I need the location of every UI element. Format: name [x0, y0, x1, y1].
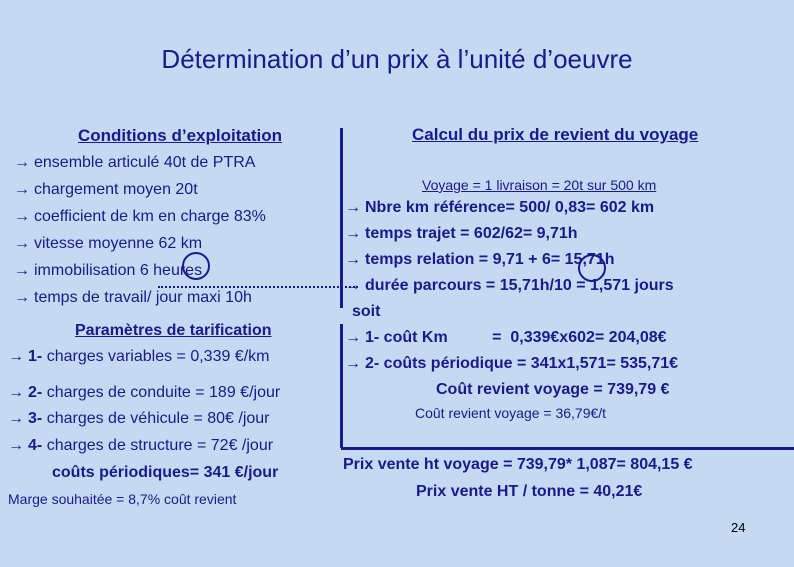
calc-line: soit	[352, 303, 381, 320]
list-item: → vitesse moyenne 62 km	[14, 235, 203, 252]
sale-price-ht: Prix vente ht voyage = 739,79* 1,087= 804,15 €	[343, 456, 693, 473]
cost-total: Coût revient voyage = 739,79 €	[436, 381, 670, 398]
calc-line: → durée parcours = 15,71h/10 = 1,571 jours	[345, 277, 674, 294]
list-item: → immobilisation 6 heures	[14, 262, 203, 279]
arrow-icon: →	[14, 154, 30, 171]
calc-line: → Nbre km référence= 500/ 0,83= 602 km	[345, 199, 655, 216]
calc-line: → temps relation = 9,71 + 6= 15,71h	[345, 251, 615, 268]
divider-vertical-top	[340, 128, 343, 308]
arrow-icon: →	[345, 199, 361, 216]
arrow-icon: →	[14, 289, 30, 306]
list-item: → chargement moyen 20t	[14, 181, 198, 198]
list-item: → temps de travail/ jour maxi 10h	[14, 289, 252, 306]
arrow-icon: →	[345, 277, 361, 294]
calc-line: → temps trajet = 602/62= 9,71h	[345, 225, 578, 242]
arrow-icon: →	[8, 410, 24, 427]
dotted-connector	[158, 286, 358, 288]
arrow-icon: →	[345, 225, 361, 242]
margin-note: Marge souhaitée = 8,7% coût revient	[8, 491, 237, 507]
voyage-definition: Voyage = 1 livraison = 20t sur 500 km	[422, 177, 657, 193]
calc-line: → 2- coûts périodique = 341x1,571= 535,71€	[345, 355, 679, 372]
charge-item: → 2- charges de conduite = 189 €/jour	[8, 384, 281, 401]
arrow-icon: →	[8, 437, 24, 454]
arrow-icon: →	[8, 384, 24, 401]
calc-heading: Calcul du prix de revient du voyage	[412, 125, 699, 144]
arrow-icon: →	[14, 235, 30, 252]
charge-item: → 3- charges de véhicule = 80€ /jour	[8, 410, 270, 427]
list-item: → coefficient de km en charge 83%	[14, 208, 266, 225]
conditions-heading: Conditions d’exploitation	[78, 126, 282, 145]
page-number: 24	[731, 520, 746, 535]
highlight-circle	[182, 252, 210, 280]
arrow-icon: →	[345, 329, 361, 346]
params-heading: Paramètres de tarification	[75, 322, 272, 339]
arrow-icon: →	[14, 262, 30, 279]
arrow-icon: →	[14, 181, 30, 198]
arrow-icon: →	[8, 348, 24, 365]
charge-item: → 4- charges de structure = 72€ /jour	[8, 437, 274, 454]
divider-horizontal	[341, 447, 794, 450]
divider-vertical-bottom	[340, 324, 343, 448]
cost-per-ton: Coût revient voyage = 36,79€/t	[415, 405, 607, 421]
calc-line: → 1- coût Km = 0,339€x602= 204,08€	[345, 329, 667, 346]
list-item: → ensemble articulé 40t de PTRA	[14, 154, 256, 171]
periodic-costs: coûts périodiques= 341 €/jour	[52, 464, 279, 481]
arrow-icon: →	[14, 208, 30, 225]
charge-item: → 1- charges variables = 0,339 €/km	[8, 348, 270, 365]
arrow-icon: →	[345, 355, 361, 372]
sale-price-per-ton: Prix vente HT / tonne = 40,21€	[416, 483, 643, 500]
slide-title: Détermination d’un prix à l’unité d’oeuvre	[161, 44, 633, 74]
arrow-icon: →	[345, 251, 361, 268]
